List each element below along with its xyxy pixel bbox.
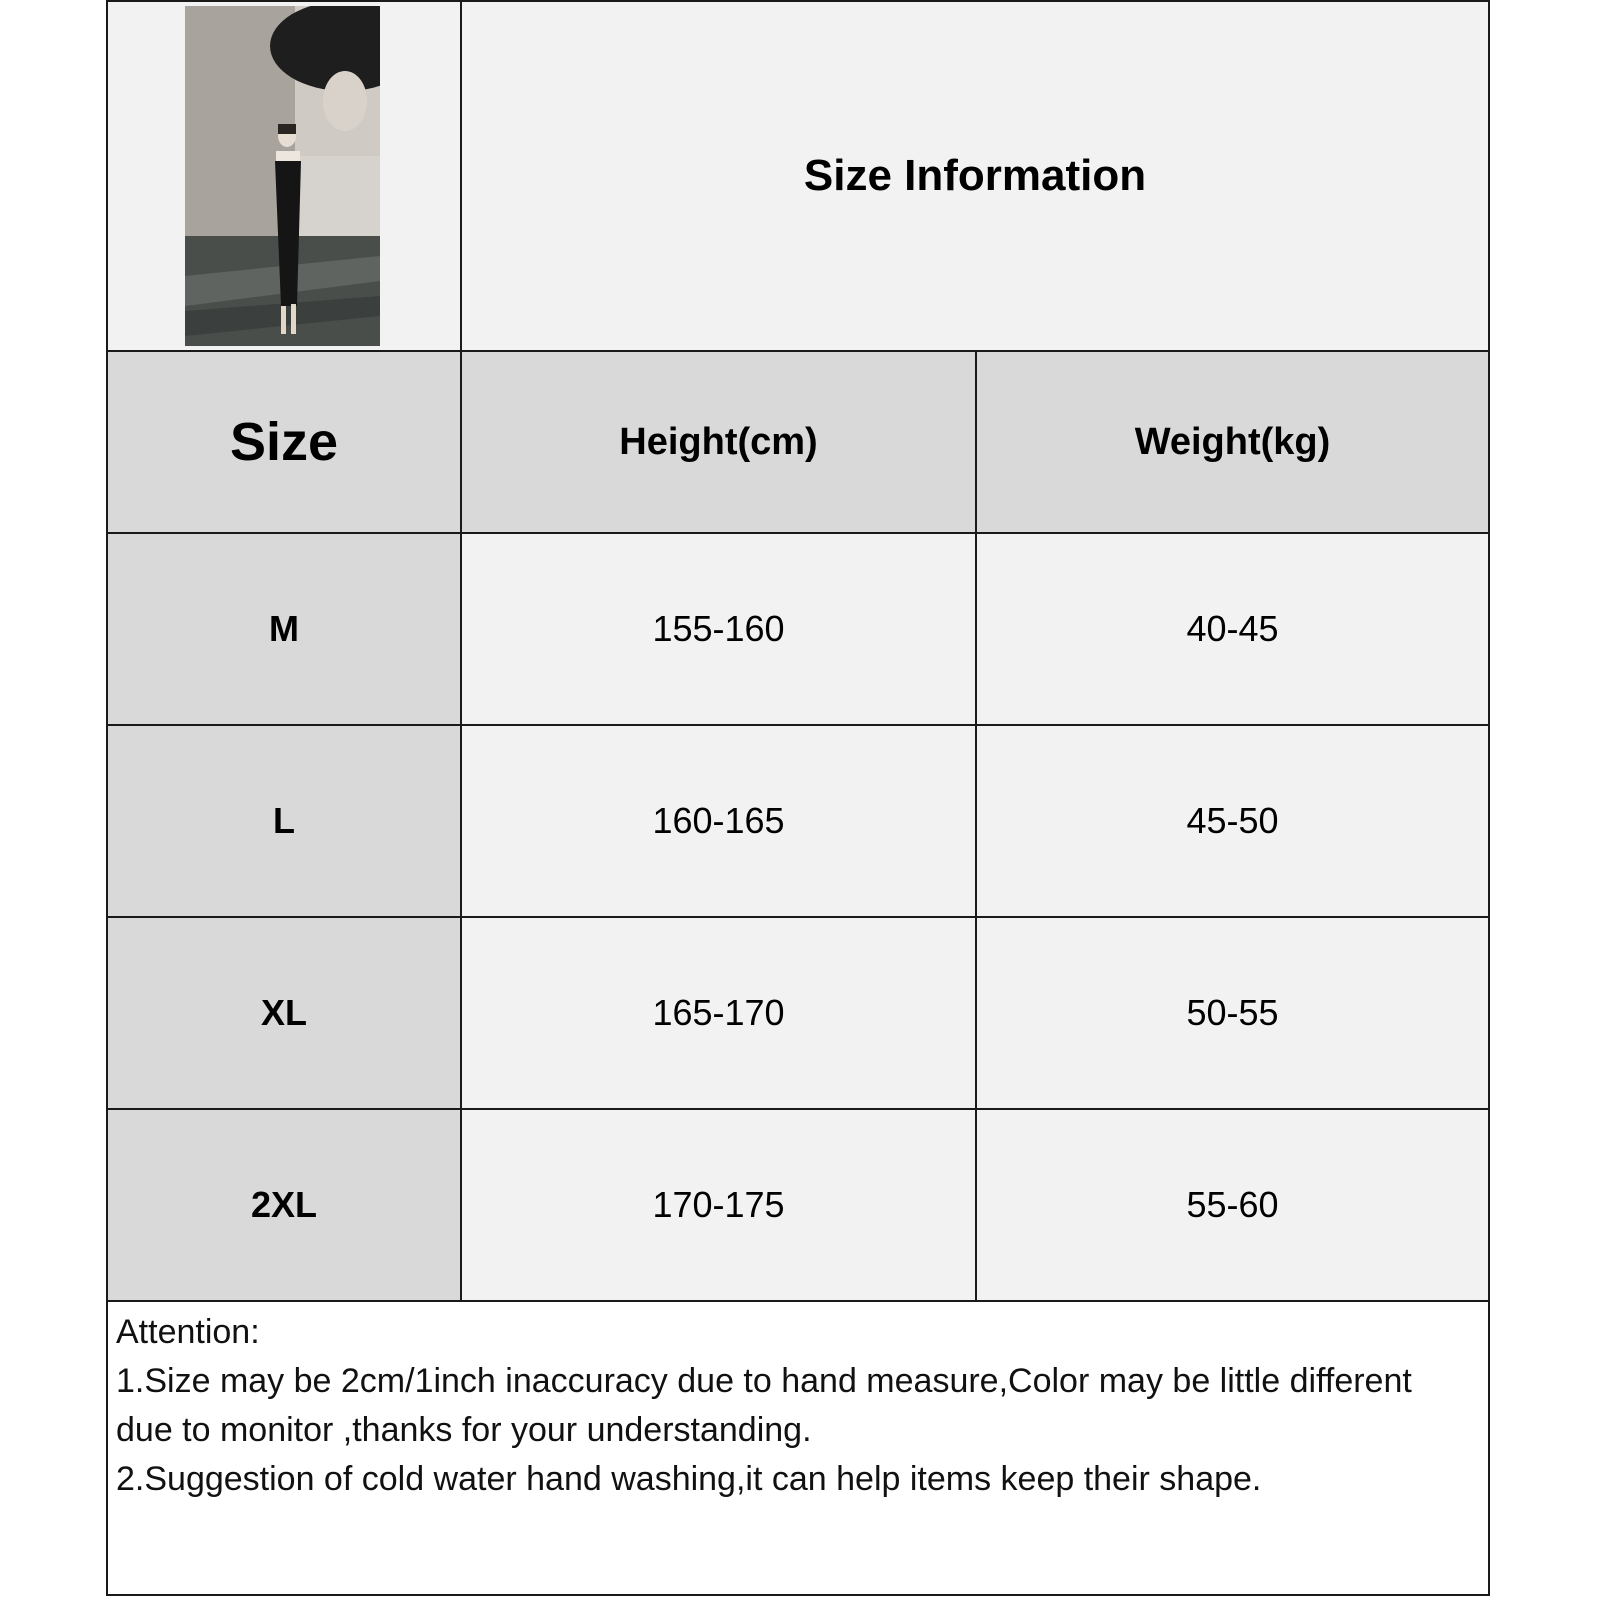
grid-line [1488,0,1490,1596]
table-row-height [462,726,975,916]
attention-line-2: 2.Suggestion of cold water hand washing,it can help items keep their shape. [116,1460,1262,1498]
table-row-weight [977,918,1488,1108]
header-height: Height(cm) [619,420,818,463]
height-value: 170-175 [652,1184,785,1225]
table-row-size [108,534,460,724]
size-label: M [269,608,299,649]
size-label: L [273,800,295,841]
grid-line [106,350,1490,352]
table-row-height [462,1110,975,1300]
grid-line [975,350,977,1302]
page-title: Size Information [803,151,1147,200]
table-row-size [108,726,460,916]
weight-value: 40-45 [1186,608,1279,649]
table-row-weight [977,534,1488,724]
height-value: 160-165 [652,800,785,841]
grid-line [106,0,1490,2]
weight-value: 45-50 [1186,800,1279,841]
table-row-height [462,534,975,724]
grid-line [106,1108,1490,1110]
header-height-cell [462,352,975,532]
size-label: 2XL [250,1184,318,1225]
table-row-height [462,918,975,1108]
product-photo [185,6,380,346]
weight-value: 55-60 [1186,1184,1279,1225]
grid-line [106,1594,1490,1596]
table-row-weight [977,1110,1488,1300]
attention-notes [116,1308,1456,1504]
table-row-size [108,918,460,1108]
grid-line [106,0,108,1596]
grid-line [106,532,1490,534]
grid-line [460,0,462,1302]
attention-heading: Attention: [116,1313,260,1351]
grid-line [106,916,1490,918]
attention-line-1: 1.Size may be 2cm/1inch inaccuracy due to hand measure,Color may be little different due to monitor ,thanks for your understanding. [116,1362,1412,1449]
grid-line [106,1300,1490,1302]
weight-value: 50-55 [1186,992,1279,1033]
table-row-size [108,1110,460,1300]
header-size: Size [229,412,339,472]
title-cell [462,2,1488,350]
header-weight-cell [977,352,1488,532]
table-row-weight [977,726,1488,916]
header-size-cell [108,352,460,532]
grid-line [106,724,1490,726]
size-label: XL [260,992,307,1033]
model-photo-image [185,6,380,346]
height-value: 155-160 [652,608,785,649]
height-value: 165-170 [652,992,785,1033]
header-weight: Weight(kg) [1134,420,1331,463]
